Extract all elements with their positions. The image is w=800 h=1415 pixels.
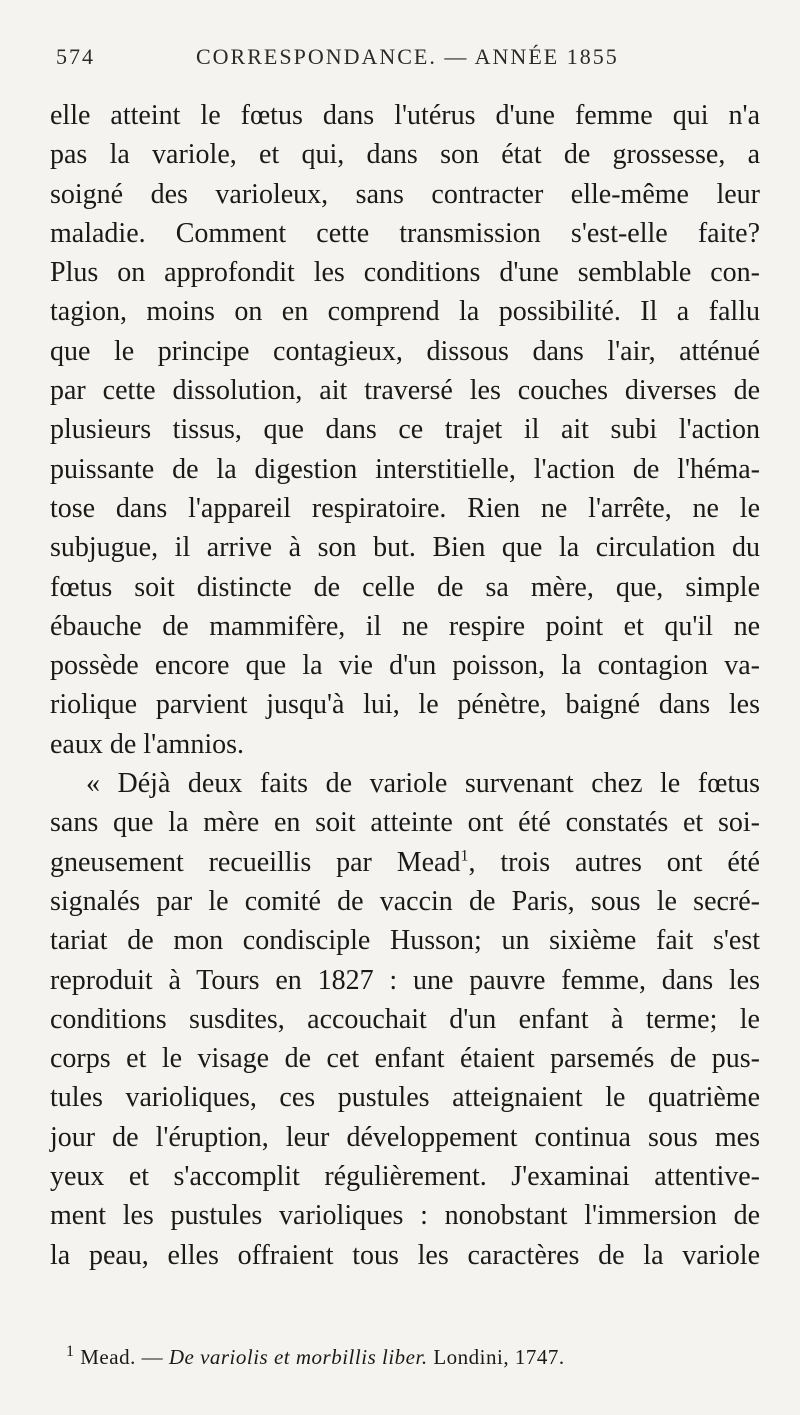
text-line: ment les pustules varioliques : nonobstant l'immersion de xyxy=(50,1200,760,1232)
text-line: tules varioliques, ces pustules atteignaient le quatrième xyxy=(50,1082,760,1114)
text-line: ébauche de mammifère, il ne respire point et qu'il ne xyxy=(50,610,760,642)
text-line: que le principe contagieux, dissous dans l'air, atténué xyxy=(50,335,760,367)
footnote-marker: 1 xyxy=(66,1343,75,1360)
text-line: reproduit à Tours en 1827 : une pauvre femme, dans les xyxy=(50,964,760,996)
footnote-imprint: Londini, 1747. xyxy=(433,1345,565,1369)
running-title: CORRESPONDANCE. — ANNÉE 1855 xyxy=(196,44,619,69)
text-line: soigné des varioleux, sans contracter elle-même leur xyxy=(50,178,760,210)
footnote xyxy=(66,1345,746,1370)
text-line: sans que la mère en soit atteinte ont été constatés et soi- xyxy=(50,807,760,839)
text-line: tariat de mon condisciple Husson; un sixième fait s'est xyxy=(50,925,760,957)
running-header xyxy=(56,40,746,76)
text-line: corps et le visage de cet enfant étaient parsemés de pus- xyxy=(50,1043,760,1075)
text-line: conditions susdites, accouchait d'un enfant à terme; le xyxy=(50,1003,760,1035)
text-line: jour de l'éruption, leur développement continua sous mes xyxy=(50,1121,760,1153)
footnote-author: Mead. — xyxy=(80,1345,164,1369)
text-line: possède encore que la vie d'un poisson, la contagion va- xyxy=(50,650,760,682)
paragraph-2 xyxy=(50,764,760,1275)
text-line: yeux et s'accomplit régulièrement. J'examinai attentive- xyxy=(50,1161,760,1193)
text-line: subjugue, il arrive à son but. Bien que la circulation du xyxy=(50,532,760,564)
text-line: maladie. Comment cette transmission s'est-elle faite? xyxy=(50,217,760,249)
text-line: elle atteint le fœtus dans l'utérus d'une femme qui n'a xyxy=(50,100,760,131)
text-line: pas la variole, et qui, dans son état de grossesse, a xyxy=(50,139,760,171)
text-line-with-footnote-ref xyxy=(50,843,760,882)
text-line: signalés par le comité de vaccin de Paris, sous le secré- xyxy=(50,885,760,917)
paragraph-1 xyxy=(50,96,760,764)
footnote-reference: 1 xyxy=(460,847,469,865)
text-line: fœtus soit distincte de celle de sa mère, que, simple xyxy=(50,571,760,603)
text-line: par cette dissolution, ait traversé les couches diverses de xyxy=(50,375,760,407)
footnote-title: De variolis et morbillis liber. xyxy=(168,1345,428,1369)
text-line: « Déjà deux faits de variole survenant chez le fœtus xyxy=(86,768,760,800)
text-line: tose dans l'appareil respiratoire. Rien ne l'arrête, ne le xyxy=(50,492,760,524)
body-text xyxy=(50,96,760,1275)
text-segment: gneusement recueillis par Mead xyxy=(50,846,461,878)
text-line: plusieurs tissus, que dans ce trajet il ait subi l'action xyxy=(50,414,760,446)
text-segment: , trois autres ont été xyxy=(468,846,760,878)
text-line: la peau, elles offraient tous les caractères de la variole xyxy=(50,1239,760,1271)
page-number: 574 xyxy=(56,44,95,69)
text-line: riolique parvient jusqu'à lui, le pénètre, baigné dans les xyxy=(50,689,760,721)
text-line: puissante de la digestion interstitielle, l'action de l'héma- xyxy=(50,453,760,485)
text-line: Plus on approfondit les conditions d'une semblable con- xyxy=(50,257,760,289)
text-line: tagion, moins on en comprend la possibilité. Il a fallu xyxy=(50,296,760,328)
text-line: eaux de l'amnios. xyxy=(50,728,244,760)
